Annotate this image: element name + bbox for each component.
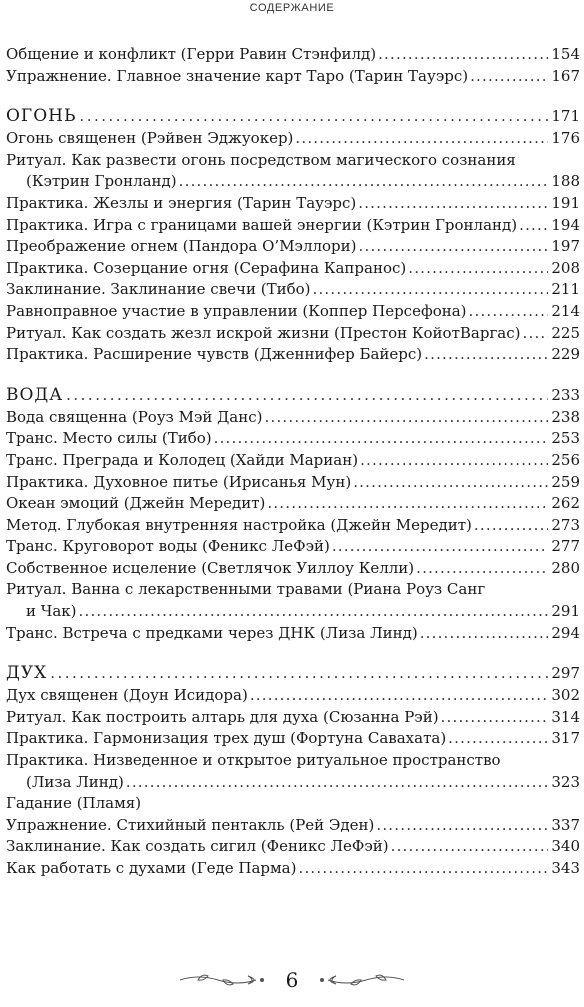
entry-title: Заклинание. Заклинание свечи (Тибо) <box>6 280 311 299</box>
entry-title-continuation: и Чак) <box>26 602 77 621</box>
entry-page-number: 176 <box>551 129 580 148</box>
entry-row <box>6 793 580 815</box>
entry-row <box>6 858 580 880</box>
toc-entry <box>6 793 580 815</box>
floral-ornament-right-icon <box>316 970 406 990</box>
entry-title: Транс. Круговорот воды (Феникс ЛеФэй) <box>6 537 330 556</box>
entry-page-number: 214 <box>551 301 580 320</box>
dot-leader <box>469 301 549 323</box>
entry-title-line: Ритуал. Как развести огонь посредством магического сознания <box>6 150 516 169</box>
entry-row <box>6 428 580 450</box>
entry-row <box>6 472 580 494</box>
dot-leader <box>250 685 549 707</box>
entry-row <box>6 193 580 215</box>
entry-title-continuation: (Кэтрин Гронланд) <box>26 172 177 191</box>
dot-leader <box>295 128 548 150</box>
entry-page-number: 225 <box>551 323 580 342</box>
entry-row <box>6 407 580 429</box>
entry-row <box>6 493 580 515</box>
entry-page-number: 343 <box>551 859 580 877</box>
dot-leader <box>79 104 548 128</box>
toc-entry <box>6 279 580 301</box>
entry-row <box>6 301 580 323</box>
toc-entry <box>6 301 580 323</box>
entry-continuation-row <box>6 601 580 623</box>
entry-page-number: 238 <box>551 407 580 426</box>
section-heading: ДУХ <box>6 663 48 684</box>
entry-page-number: 167 <box>551 66 580 85</box>
entry-title: Транс. Встреча с предками через ДНК (Лиза Линд) <box>6 623 418 642</box>
dot-leader <box>359 236 549 258</box>
entry-page-number: 340 <box>551 837 580 856</box>
entry-title: Упражнение. Стихийный пентакль (Рей Эден) <box>6 815 375 834</box>
entry-page-number: 256 <box>551 450 580 469</box>
dot-leader <box>408 258 548 280</box>
dot-leader <box>360 450 548 472</box>
dot-leader <box>470 66 548 88</box>
toc-entry <box>6 536 580 558</box>
entry-title: Вода священна (Роуз Мэй Данс) <box>6 407 263 426</box>
section-heading: ОГОНЬ <box>6 106 77 127</box>
entry-title: Дух священен (Доун Исидора) <box>6 686 248 705</box>
section-heading: ВОДА <box>6 384 64 405</box>
entry-title: Практика. Гармонизация трех душ (Фортуна Савахата) <box>6 729 447 748</box>
toc-entry <box>6 558 580 580</box>
entry-title: Метод. Глубокая внутренняя настройка (Джейн Мередит) <box>6 515 472 534</box>
entry-title: Ритуал. Как построить алтарь для духа (Сюзанна Рэй) <box>6 707 439 726</box>
dot-leader <box>391 836 549 858</box>
toc-entry <box>6 472 580 494</box>
entry-page-number: 277 <box>551 537 580 556</box>
entry-page-number: 317 <box>551 729 580 748</box>
entry-row <box>6 258 580 280</box>
entry-continuation-row <box>6 772 580 794</box>
section-page-number: 233 <box>551 385 580 404</box>
toc-entry <box>6 707 580 729</box>
toc-entry <box>6 150 580 193</box>
entry-title: Практика. Духовное питье (Ирисанья Мун) <box>6 472 352 491</box>
table-of-contents <box>6 44 580 880</box>
entry-page-number: 253 <box>551 429 580 448</box>
entry-page-number: 291 <box>551 602 580 621</box>
floral-ornament-left-icon <box>178 970 268 990</box>
dot-leader <box>441 707 549 729</box>
entry-title: Собственное исцеление (Светлячок Уиллоу Келли) <box>6 558 415 577</box>
entry-row <box>6 344 580 366</box>
entry-page-number: 280 <box>551 558 580 577</box>
entry-page-number: 294 <box>551 623 580 642</box>
entry-title: Практика. Созерцание огня (Серафина Капранос) <box>6 258 407 277</box>
dot-leader <box>79 601 549 623</box>
entry-title: Гадание (Пламя) <box>6 794 142 813</box>
toc-entry <box>6 128 580 150</box>
toc-entry <box>6 407 580 429</box>
entry-title: Равноправное участие в управлении (Коппер Персефона) <box>6 301 467 320</box>
entry-page-number: 314 <box>551 707 580 726</box>
dot-leader <box>358 193 548 215</box>
entry-page-number: 188 <box>551 172 580 191</box>
entry-title: Как работать с духами (Геде Парма) <box>6 859 297 877</box>
dot-leader <box>376 815 548 837</box>
entry-title: Транс. Место силы (Тибо) <box>6 429 212 448</box>
section-page-number: 297 <box>551 664 580 683</box>
dot-leader <box>66 383 548 407</box>
toc-entry <box>6 215 580 237</box>
dot-leader <box>519 215 548 237</box>
dot-leader <box>50 661 548 685</box>
entry-page-number: 302 <box>551 686 580 705</box>
entry-row <box>6 323 580 345</box>
toc-entry <box>6 815 580 837</box>
page-number: 6 <box>285 968 299 992</box>
toc-entry <box>6 858 580 880</box>
dot-leader <box>179 171 549 193</box>
entry-row <box>6 128 580 150</box>
entry-title: Ритуал. Как создать жезл искрой жизни (Престон КойотВаргас) <box>6 323 521 342</box>
dot-leader <box>378 44 548 66</box>
toc-entry <box>6 728 580 750</box>
dot-leader <box>332 536 549 558</box>
section-heading-row <box>6 104 580 128</box>
section-heading-row <box>6 383 580 407</box>
entry-page-number: 197 <box>551 237 580 256</box>
toc-entry <box>6 685 580 707</box>
entry-row <box>6 623 580 645</box>
toc-entry <box>6 450 580 472</box>
section-heading-row <box>6 661 580 685</box>
entry-page-number: 337 <box>551 815 580 834</box>
entry-title: Практика. Расширение чувств (Дженнифер Байерс) <box>6 345 423 364</box>
toc-entry <box>6 236 580 258</box>
entry-row <box>6 728 580 750</box>
toc-entry <box>6 428 580 450</box>
dot-leader <box>424 344 548 366</box>
entry-row <box>6 44 580 66</box>
entry-row <box>6 215 580 237</box>
dot-leader <box>474 515 548 537</box>
section-page-number: 171 <box>551 107 580 126</box>
entry-row <box>6 558 580 580</box>
entry-page-number: 194 <box>551 215 580 234</box>
toc-entry <box>6 579 580 622</box>
entry-title-line: Практика. Низведенное и открытое ритуальное пространство <box>6 751 501 770</box>
toc-entry <box>6 836 580 858</box>
page-footer <box>0 960 584 1000</box>
dot-leader <box>267 493 548 515</box>
toc-entry <box>6 493 580 515</box>
entry-row <box>6 236 580 258</box>
entry-title: Океан эмоций (Джейн Мередит) <box>6 494 266 513</box>
entry-title: Заклинание. Как создать сигил (Феникс ЛеФэй) <box>6 837 389 856</box>
entry-row <box>6 685 580 707</box>
entry-page-number: 208 <box>551 258 580 277</box>
toc-entry <box>6 515 580 537</box>
dot-leader <box>416 558 548 580</box>
toc-entry <box>6 344 580 366</box>
dot-leader <box>214 428 549 450</box>
entry-row <box>6 815 580 837</box>
entry-title: Практика. Игра с границами вашей энергии (Кэтрин Гронланд) <box>6 215 518 234</box>
dot-leader <box>448 728 548 750</box>
entry-page-number: 191 <box>551 193 580 212</box>
entry-title: Транс. Преграда и Колодец (Хайди Мариан) <box>6 450 359 469</box>
entry-row <box>6 515 580 537</box>
entry-page-number: 229 <box>551 345 580 364</box>
toc-entry <box>6 44 580 66</box>
toc-entry <box>6 623 580 645</box>
toc-entry <box>6 323 580 345</box>
entry-row <box>6 450 580 472</box>
entry-title: Практика. Жезлы и энергия (Тарин Тауэрс) <box>6 193 357 212</box>
entry-title: Общение и конфликт (Герри Равин Стэнфилд) <box>6 45 377 63</box>
dot-leader <box>420 623 549 645</box>
entry-page-number: 323 <box>551 772 580 791</box>
entry-page-number: 259 <box>551 472 580 491</box>
entry-continuation-row <box>6 171 580 193</box>
dot-leader <box>312 279 548 301</box>
entry-row <box>6 279 580 301</box>
entry-title-continuation: (Лиза Линд) <box>26 772 124 791</box>
entry-row <box>6 66 580 88</box>
entry-row <box>6 836 580 858</box>
entry-page-number: 273 <box>551 515 580 534</box>
entry-title-line: Ритуал. Ванна с лекарственными травами (Риана Роуз Санг <box>6 580 486 599</box>
entry-page-number: 154 <box>551 45 580 63</box>
entry-row <box>6 536 580 558</box>
dot-leader <box>523 323 549 345</box>
dot-leader <box>265 407 549 429</box>
entry-page-number: 211 <box>551 280 580 299</box>
running-head: СОДЕРЖАНИЕ <box>249 2 335 14</box>
toc-entry <box>6 66 580 88</box>
toc-entry <box>6 258 580 280</box>
toc-entry <box>6 193 580 215</box>
entry-title: Упражнение. Главное значение карт Таро (Тарин Тауэрс) <box>6 66 469 85</box>
entry-page-number: 262 <box>551 494 580 513</box>
dot-leader <box>298 858 548 880</box>
entry-title: Огонь священен (Рэйвен Эджуокер) <box>6 129 294 148</box>
entry-row <box>6 707 580 729</box>
dot-leader <box>353 472 548 494</box>
toc-entry <box>6 750 580 793</box>
dot-leader <box>126 772 549 794</box>
entry-title: Преображение огнем (Пандора О’Мэллори) <box>6 237 357 256</box>
